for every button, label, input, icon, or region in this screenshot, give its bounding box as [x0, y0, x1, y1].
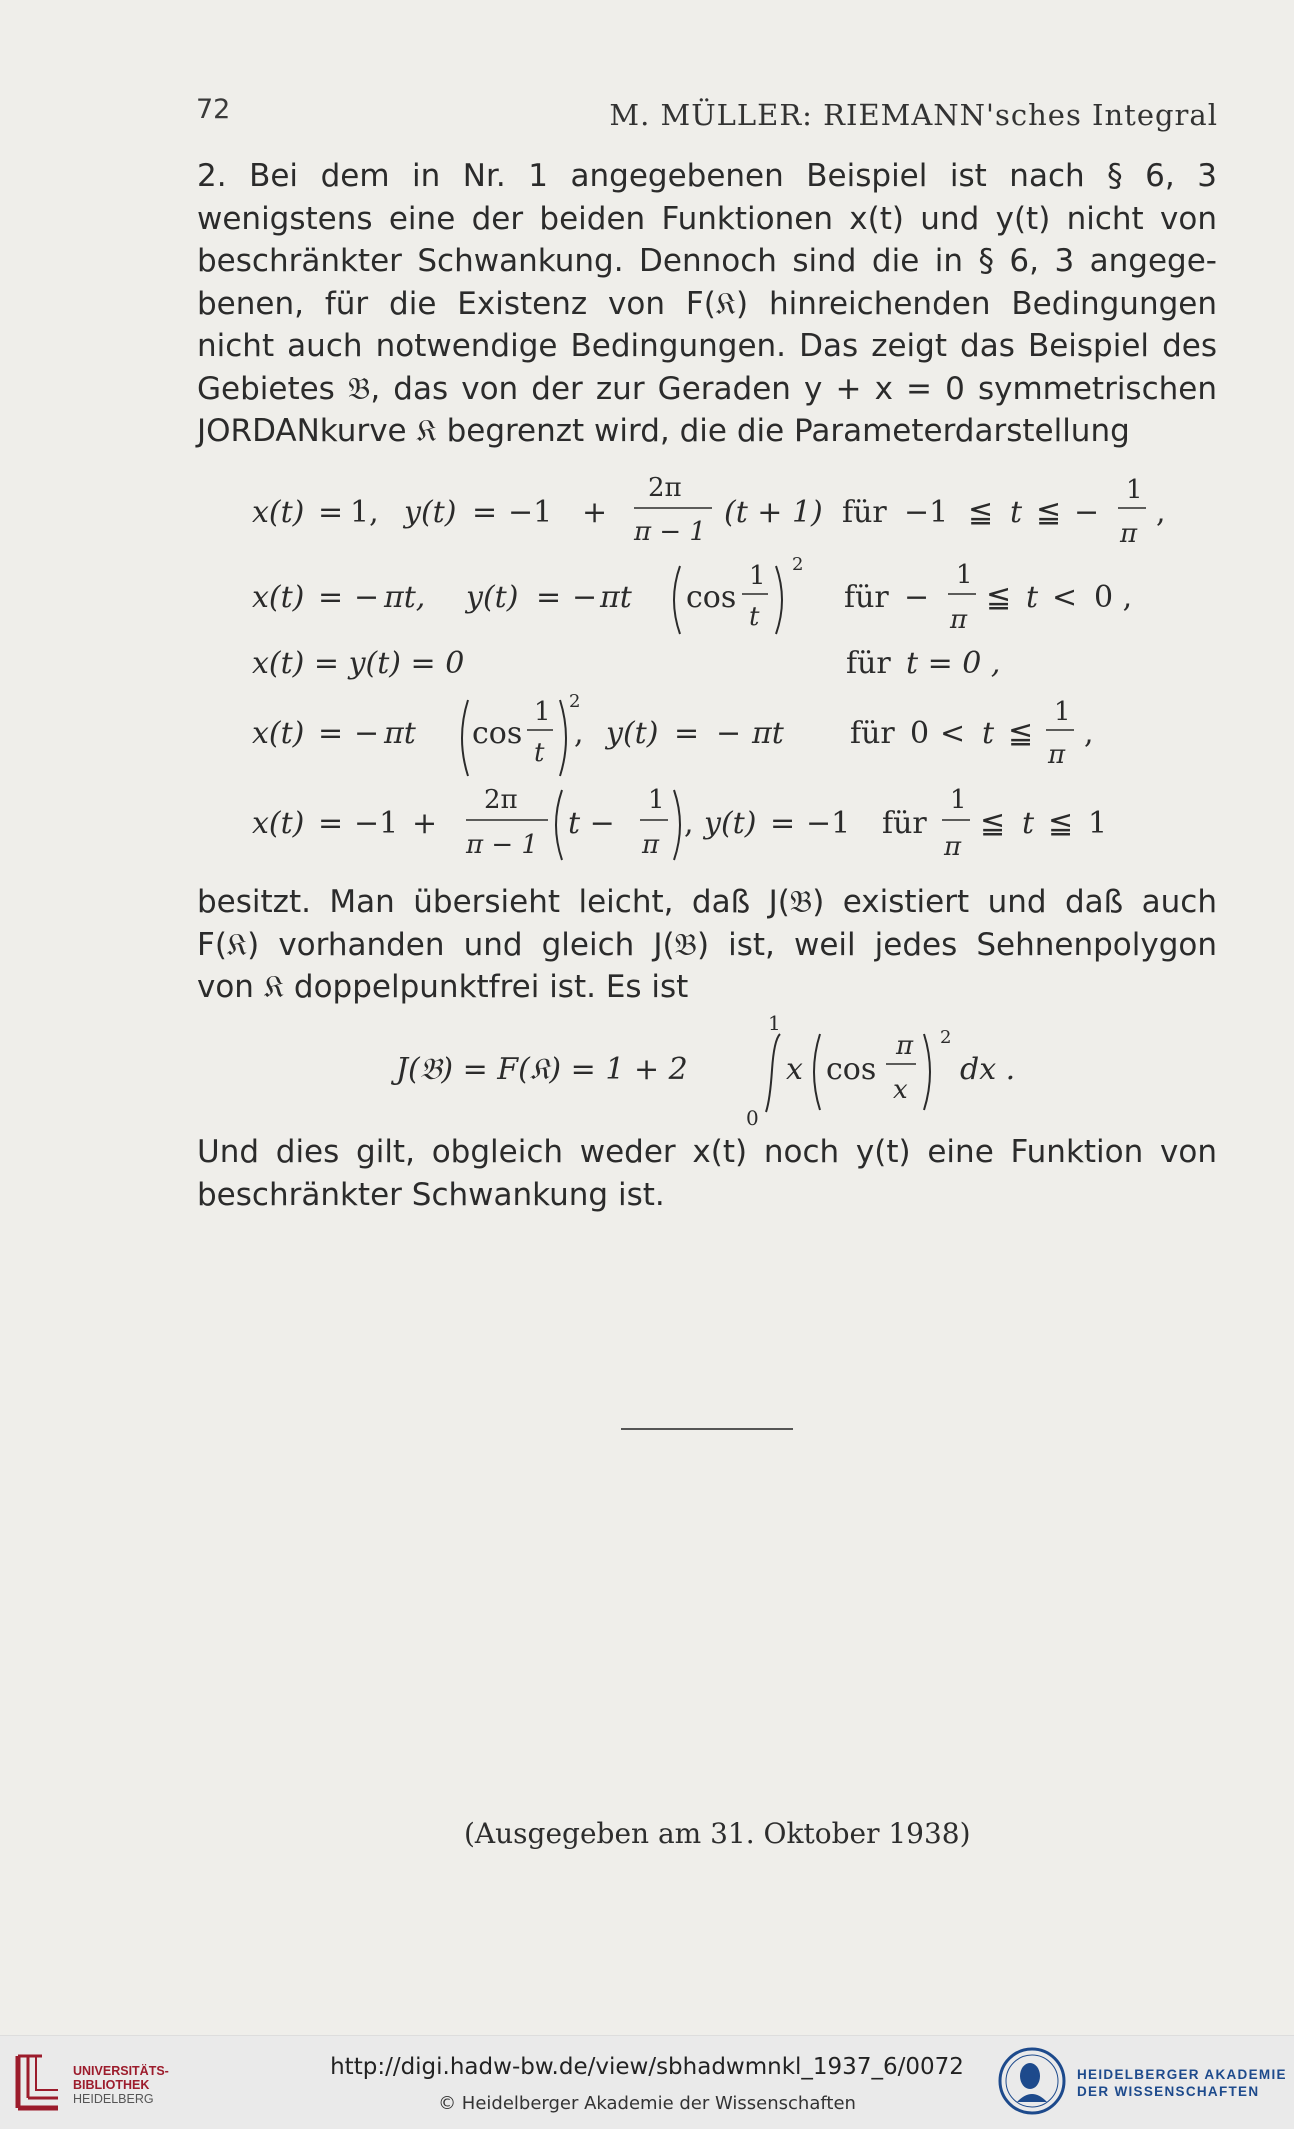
paren-left — [814, 1034, 820, 1110]
eq-text: y(t) — [606, 716, 659, 751]
eq-text: = — [318, 495, 344, 530]
academy-line: DER WISSENSCHAFTEN — [1077, 2084, 1260, 2099]
eq-text: cos — [826, 1052, 877, 1087]
eq-text: π − 1 — [634, 517, 706, 547]
text-line: besitzt. Man übersieht leicht, daß J(𝔅) existiert und daß auch — [197, 884, 1217, 920]
eq-text: (t + 1) — [724, 495, 823, 530]
paren-right — [674, 790, 680, 860]
eq-text: 1 — [1054, 697, 1071, 727]
eq-text: t — [1022, 806, 1035, 841]
eq-text: πt, — [384, 580, 426, 615]
eq-text: cos — [472, 716, 523, 751]
copyright-notice: © Heidelberger Akademie der Wissenschaften — [438, 2093, 856, 2114]
eq-text: 1 — [648, 785, 665, 815]
paragraph-2 — [197, 881, 1217, 1009]
eq-text: , — [1156, 495, 1166, 530]
eq-text: = — [318, 580, 344, 615]
text-line: beschränkter Schwankung. Dennoch sind die in § 6, 3 angege- — [197, 243, 1217, 279]
text-line: 2. Bei dem in Nr. 1 angegebenen Beispiel ist nach § 6, 3 — [197, 158, 1217, 194]
eq-text: x — [893, 1075, 908, 1105]
equation-row-1 — [252, 473, 1166, 549]
eq-text: − — [354, 716, 380, 751]
paren-left — [674, 566, 680, 634]
academy-name — [1077, 2066, 1287, 2100]
text-line: benen, für die Existenz von F(𝔎) hinreichenden Bedingungen — [197, 285, 1217, 322]
eq-text: < — [940, 716, 966, 751]
eq-text: + — [582, 495, 608, 530]
eq-text: dx . — [960, 1052, 1016, 1087]
eq-text: π — [944, 832, 962, 862]
text-line: Und dies gilt, obgleich weder x(t) noch y(t) eine Funktion von — [197, 1134, 1217, 1170]
academy-line: HEIDELBERGER AKADEMIE — [1077, 2067, 1287, 2082]
eq-text: π − 1 — [466, 830, 538, 860]
eq-text: 2 — [940, 1027, 952, 1048]
text-line: JORDANkurve 𝔎 begrenzt wird, die die Parameterdarstellung — [197, 413, 1130, 449]
text-line: nicht auch notwendige Bedingungen. Das zeigt das Beispiel des — [197, 328, 1217, 364]
eq-text: π — [1120, 519, 1138, 549]
eq-text: 1 — [534, 697, 551, 727]
eq-text: −1 — [806, 806, 851, 841]
paren-right — [776, 566, 782, 634]
eq-text: 1 — [1088, 806, 1108, 841]
eq-text: x(t) — [252, 806, 305, 841]
library-line: UNIVERSITÄTS- — [73, 2064, 169, 2078]
eq-text: = — [770, 806, 796, 841]
eq-text: ≦ — [1036, 495, 1062, 530]
integral-sign — [766, 1034, 780, 1112]
eq-text: t = 0 , — [906, 646, 1001, 681]
eq-text: 1, — [350, 495, 379, 530]
eq-text: − — [354, 580, 380, 615]
eq-text: ≦ — [986, 580, 1012, 615]
eq-text: 2π — [484, 785, 518, 815]
eq-text: t — [534, 738, 545, 768]
eq-text: 2 — [792, 554, 804, 575]
library-line: HEIDELBERG — [73, 2092, 154, 2106]
eq-text: ≦ — [1008, 716, 1034, 751]
paren-right — [924, 1034, 930, 1110]
running-title: M. MÜLLER: RIEMANN'sches Integral — [609, 98, 1218, 132]
eq-text: − — [904, 580, 930, 615]
eq-text: für — [844, 580, 889, 615]
eq-text: 2π — [648, 473, 682, 503]
eq-text: < — [1052, 580, 1078, 615]
eq-text: , — [1084, 716, 1094, 751]
paren-left — [556, 790, 562, 860]
eq-text: für — [882, 806, 927, 841]
eq-text: π — [950, 605, 968, 635]
document-url-link[interactable]: http://digi.hadw-bw.de/view/sbhadwmnkl_1937_6/0072 — [330, 2054, 964, 2080]
eq-text: t — [1010, 495, 1023, 530]
eq-text: , — [574, 716, 584, 751]
eq-text: t — [1026, 580, 1039, 615]
eq-text: − — [1074, 495, 1100, 530]
eq-text: für — [850, 716, 895, 751]
eq-text: für — [842, 495, 887, 530]
eq-text: −1 — [508, 495, 553, 530]
equation-row-2 — [252, 554, 1132, 635]
eq-text: 1 — [768, 1011, 781, 1035]
text-line: Gebietes 𝔅, das von der zur Geraden y + x = 0 symmetrischen — [197, 370, 1217, 407]
paragraph-3 — [197, 1131, 1217, 1216]
page-number: 72 — [196, 94, 231, 125]
eq-text: 1 — [950, 785, 967, 815]
eq-text: cos — [686, 580, 737, 615]
eq-text: −1 — [354, 806, 399, 841]
eq-text: x(t) = y(t) = 0 — [252, 646, 465, 681]
eq-text: πt — [752, 716, 784, 751]
eq-text: = — [318, 806, 344, 841]
eq-text: π — [642, 830, 660, 860]
equation-row-3 — [252, 646, 1000, 681]
text-line: beschränkter Schwankung ist. — [197, 1176, 665, 1213]
eq-text: , — [684, 806, 694, 841]
integral-formula — [390, 1011, 1015, 1130]
eq-text: y(t) — [404, 495, 457, 530]
equation-row-4 — [252, 691, 1094, 776]
eq-text: ≦ — [980, 806, 1006, 841]
paren-right — [560, 700, 566, 776]
section-divider — [621, 1428, 793, 1430]
eq-text: y(t) — [704, 806, 757, 841]
eq-text: x — [786, 1052, 803, 1087]
eq-text: −1 — [904, 495, 949, 530]
issue-note: (Ausgegeben am 31. Oktober 1938) — [464, 1817, 971, 1850]
eq-text: t — [749, 602, 760, 632]
library-line: BIBLIOTHEK — [73, 2078, 150, 2092]
eq-text: 0 — [746, 1106, 759, 1130]
eq-text: y(t) — [466, 580, 519, 615]
eq-text: J(𝔅) = F(𝔎) = 1 + 2 — [396, 1052, 688, 1087]
eq-text: = — [674, 716, 700, 751]
eq-text: 2 — [569, 691, 581, 712]
eq-text: 0 — [910, 716, 930, 751]
eq-text: ≦ — [968, 495, 994, 530]
eq-text: ≦ — [1048, 806, 1074, 841]
eq-text: t — [982, 716, 995, 751]
eq-text: x(t) — [252, 495, 305, 530]
eq-text: 1 — [749, 561, 766, 591]
eq-text: 1 — [1126, 475, 1143, 505]
text-line: F(𝔎) vorhanden und gleich J(𝔅) ist, weil jedes Sehnenpolygon — [197, 926, 1217, 963]
eq-text: x(t) — [252, 716, 305, 751]
eq-text: − — [572, 580, 598, 615]
eq-text: = — [318, 716, 344, 751]
eq-text: + — [412, 806, 438, 841]
eq-text: 1 — [956, 560, 973, 590]
eq-text: − — [716, 716, 742, 751]
eq-text: π — [1048, 740, 1066, 770]
text-line: von 𝔎 doppelpunktfrei ist. Es ist — [197, 969, 689, 1005]
eq-text: πt — [600, 580, 632, 615]
text-line: wenigstens eine der beiden Funktionen x(t) und y(t) nicht von — [197, 200, 1217, 237]
eq-text: 0 , — [1094, 580, 1133, 615]
eq-text: x(t) — [252, 580, 305, 615]
eq-text: für — [846, 646, 891, 681]
equation-row-5 — [252, 785, 1107, 862]
academy-seal-icon — [997, 2046, 1067, 2116]
paren-left — [462, 700, 468, 776]
eq-text: πt — [384, 716, 416, 751]
eq-text: π — [896, 1031, 914, 1061]
eq-text: = — [536, 580, 562, 615]
eq-text: t − — [568, 806, 615, 841]
eq-text: = — [472, 495, 498, 530]
viewer-footer — [0, 2035, 1294, 2129]
